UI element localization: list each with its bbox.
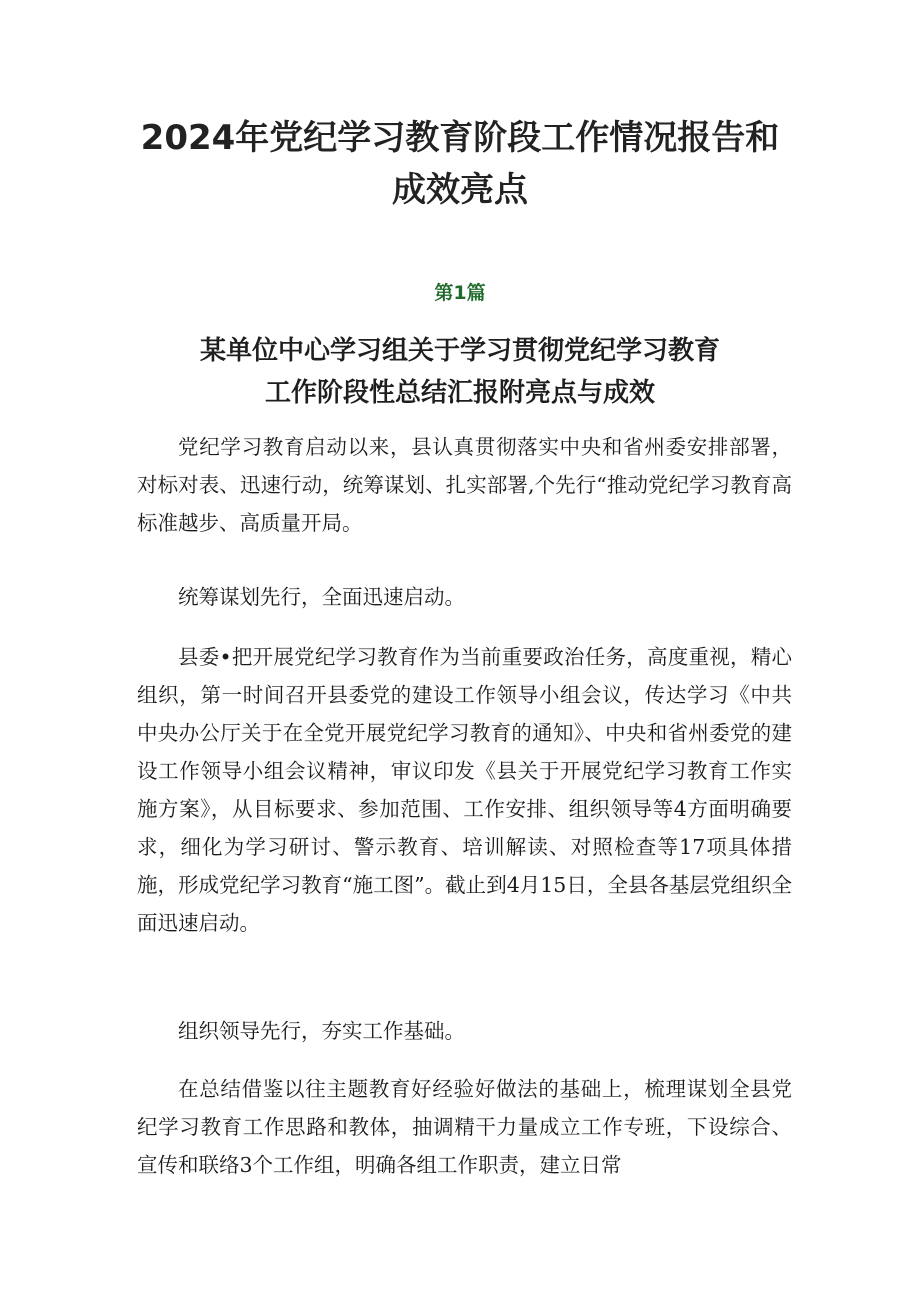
article-subtitle — [120, 330, 800, 414]
body-paragraph-planning: 县委•把开展党纪学习教育作为当前重要政治任务，高度重视，精心组织，第一时间召开县委党的建设工作领导小组会议，传达学习《中共中央办公厅关于在全党开展党纪学习教育的通知》、中央和省州委党的建设工作领导小组会议精神，审议印发《县关于开展党纪学习教育工作实施方案》，从目标要求、参加范围、工作安排、组织领导等4方面明确要求，细化为学习研讨、警示教育、培训解读、对照检查等17项具体措施，形成党纪学习教育“施工图”。截止到4月15日，全县各基层党组织全面迅速启动。 — [137, 645, 792, 935]
document-title-line-1: 2024年党纪学习教育阶段工作情况报告和 — [140, 118, 780, 158]
document-title — [100, 112, 820, 216]
section-label: 第1篇 — [434, 282, 486, 304]
body-paragraph-leadership: 在总结借鉴以往主题教育好经验好做法的基础上，梳理谋划全县党纪学习教育工作思路和教体，抽调精干力量成立工作专班，下设综合、宣传和联络3个工作组，明确各组工作职责，建立日常 — [137, 1077, 792, 1177]
body-heading-leadership: 组织领导先行，夯实工作基础。 — [178, 1019, 465, 1043]
body-heading-planning: 统筹谋划先行，全面迅速启动。 — [178, 585, 465, 609]
article-subtitle-line-2: 工作阶段性总结汇报附亮点与成效 — [264, 378, 655, 408]
document-title-line-2: 成效亮点 — [392, 170, 528, 210]
body-paragraph-intro: 党纪学习教育启动以来，县认真贯彻落实中央和省州委安排部署，对标对表、迅速行动，统筹谋划、扎实部署,个先行“推动党纪学习教育高标准越步、高质量开局。 — [137, 435, 792, 535]
article-subtitle-line-1: 某单位中心学习组关于学习贯彻党纪学习教育 — [199, 336, 720, 366]
